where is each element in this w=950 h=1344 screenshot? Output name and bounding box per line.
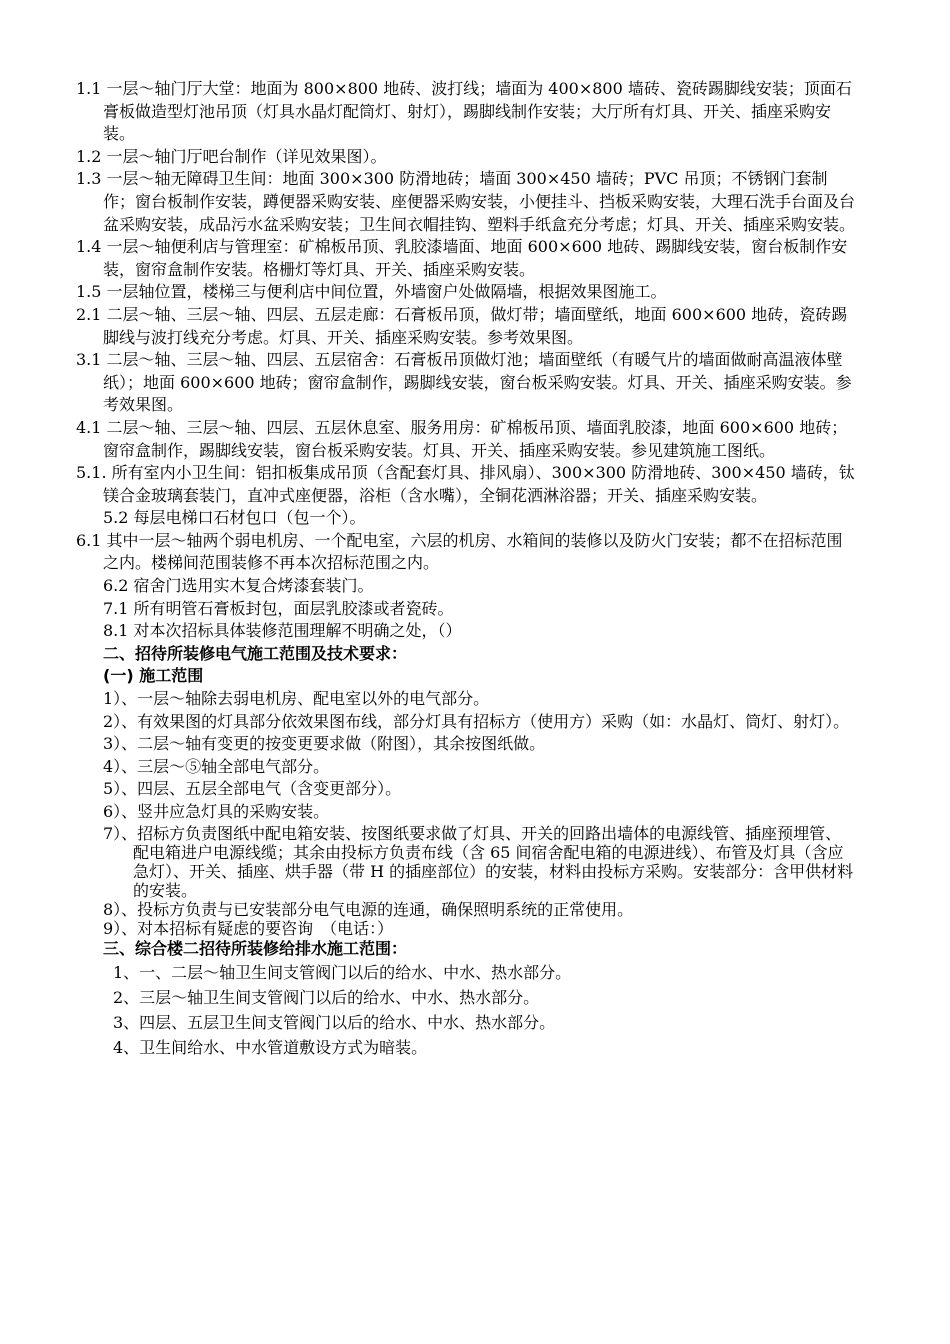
water-item-3: 3、四层、五层卫生间支管阀门以后的给水、中水、热水部分。 xyxy=(113,1013,556,1033)
water-item-4: 4、卫生间给水、中水管道敷设方式为暗装。 xyxy=(113,1038,428,1058)
elec-item-9: 9）、对本招标有疑虑的要咨询 （电话：） xyxy=(103,918,394,938)
elec-item-7: 7）、招标方负责图纸中配电箱安装、按图纸要求做了灯具、开关的回路出墙体的电源线管、插座预埋管、配电箱进户电源线缆；其余由投标方负责布线（含 65 间宿舍配电箱的电源进线）、布管及灯具（含应急灯）、开关、插座、烘手器（带 H 的插座部位）的安装，材料由投标方采购。安装部分：含甲供材料的安装。 xyxy=(103,823,854,900)
item-6-2: 6.2 宿舍门选用实木复合烤漆套装门。 xyxy=(103,576,374,596)
item-3-1: 3.1 二层～轴、三层～轴、四层、五层宿舍：石膏板吊顶做灯池；墙面壁纸（有暖气片的墙面做耐高温液体壁纸）；地面 600×600 地砖；窗帘盒制作，踢脚线安装，窗台板采购安装。灯具、开关、插座采购安装。参考效果图。 xyxy=(76,350,852,415)
item-1-3: 1.3 一层～轴无障碍卫生间：地面 300×300 防滑地砖；墙面 300×450 墙砖；PVC 吊顶；不锈钢门套制作；窗台板制作安装，蹲便器采购安装、座便器采购安装，小便挂斗、挡板采购安装，大理石洗手台面及台盆采购安装，成品污水盆采购安装；卫生间衣帽挂钩、塑料手纸盒充分考虑；灯具、开关、插座采购安装。 xyxy=(76,169,856,234)
document-body xyxy=(0,78,950,1060)
elec-item-5: 5）、四层、五层全部电气（含变更部分）。 xyxy=(103,779,402,799)
item-5-2: 5.2 每层电梯口石材包口（包一个）。 xyxy=(103,508,366,528)
section-3-heading: 三、综合楼二招待所装修给排水施工范围： xyxy=(103,938,408,958)
water-item-1: 1、一、二层～轴卫生间支管阀门以后的给水、中水、热水部分。 xyxy=(113,963,572,983)
item-1-5: 1.5 一层轴位置，楼梯三与便利店中间位置，外墙窗户处做隔墙，根据效果图施工。 xyxy=(76,282,667,302)
item-4-1: 4.1 二层～轴、三层～轴、四层、五层休息室、服务用房：矿棉板吊顶、墙面乳胶漆，地面 600×600 地砖；窗帘盒制作，踢脚线安装，窗台板采购安装。灯具、开关、插座采购安装。参见建筑施工图纸。 xyxy=(76,417,848,460)
water-item-2: 2、三层～轴卫生间支管阀门以后的给水、中水、热水部分。 xyxy=(113,988,540,1008)
elec-item-1: 1）、一层～轴除去弱电机房、配电室以外的电气部分。 xyxy=(103,689,490,709)
elec-item-8: 8）、投标方负责与已安装部分电气电源的连通，确保照明系统的正常使用。 xyxy=(103,899,634,919)
item-5-1: 5.1. 所有室内小卫生间：铝扣板集成吊顶（含配套灯具、排风扇）、300×300 防滑地砖、300×450 墙砖，钛镁合金玻璃套装门，直冲式座便器，浴柜（含水嘴），全铜花洒淋浴器；开关、插座采购安装。 xyxy=(76,463,855,505)
section-2-subheading: (一) 施工范围 xyxy=(103,666,204,686)
item-6-1: 6.1 其中一层～轴两个弱电机房、一个配电室，六层的机房、水箱间的装修以及防火门安装；都不在招标范围之内。楼梯间范围装修不再本次招标范围之内。 xyxy=(76,530,843,573)
elec-item-2: 2）、有效果图的灯具部分依效果图布线，部分灯具有招标方（使用方）采购（如：水晶灯、筒灯、射灯）。 xyxy=(103,711,850,731)
elec-item-4: 4）、三层～⑤轴全部电气部分。 xyxy=(103,756,330,776)
item-1-1: 1.1 一层～轴门厅大堂：地面为 800×800 地砖、波打线；墙面为 400×800 墙砖、瓷砖踢脚线安装；顶面石膏板做造型灯池吊顶（灯具水晶灯配筒灯、射灯），踢脚线制作安装；大厅所有灯具、开关、插座采购安装。 xyxy=(76,79,852,144)
item-2-1: 2.1 二层～轴、三层～轴、四层、五层走廊：石膏板吊顶，做灯带；墙面壁纸，地面 600×600 地砖，瓷砖踢脚线与波打线充分考虑。灯具、开关、插座采购安装。参考效果图。 xyxy=(76,304,848,347)
item-7-1: 7.1 所有明管石膏板封包，面层乳胶漆或者瓷砖。 xyxy=(103,598,454,618)
item-8-1: 8.1 对本次招标具体装修范围理解不明确之处，（） xyxy=(103,621,462,641)
item-1-2: 1.2 一层～轴门厅吧台制作（详见效果图）。 xyxy=(76,146,387,166)
section-2-heading: 二、招待所装修电气施工范围及技术要求： xyxy=(103,643,408,663)
elec-item-6: 6）、竖井应急灯具的采购安装。 xyxy=(103,802,330,821)
item-1-4: 1.4 一层～轴便利店与管理室：矿棉板吊顶、乳胶漆墙面、地面 600×600 地砖、踢脚线安装，窗台板制作安装，窗帘盒制作安装。格栅灯等灯具、开关、插座采购安装。 xyxy=(76,237,848,279)
elec-item-3: 3）、二层～轴有变更的按变更要求做（附图），其余按图纸做。 xyxy=(103,734,546,754)
